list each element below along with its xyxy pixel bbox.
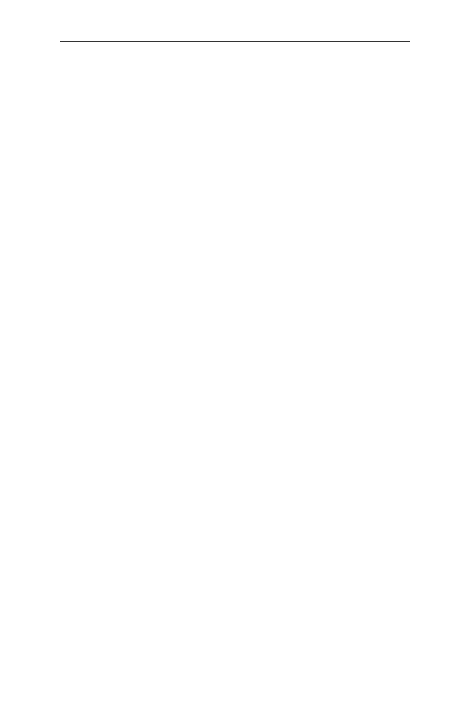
header-rule: [60, 41, 410, 42]
